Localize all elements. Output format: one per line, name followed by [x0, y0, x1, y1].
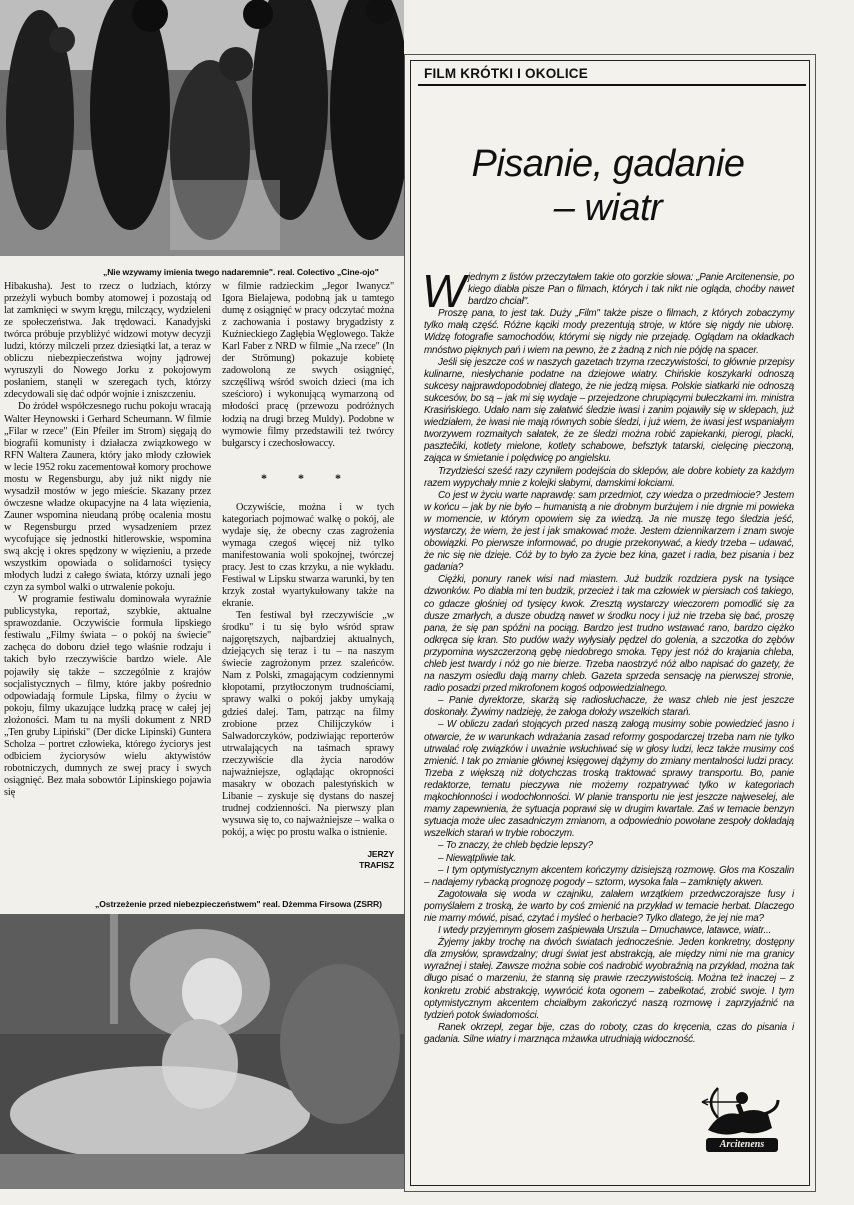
paragraph: Jeśli się jeszcze coś w naszych gazetach trzyma rzeczywistości, to głównie przepisy kulinarne, niesłychanie podatne na dziejowe wiatry. Chińskie koszykarki odnoszą sukcesy najprawdopodobniej dlatego, że nie jedzą mięsa. Polskie siatkarki nie odnoszą sukcesów, bo są – jak mi się wydaje – przejedzone chrupiącymi bułeczkami im. ministra Krasińskiego. Udało nam się załatwić śledzie iwasi i zanim pojawiły się w sklepach, już wiedziałem, że iwasi nie mają równych sobie śledzi, i już wiem, że iwasi jest wspaniałym tworzywem rozmaitych sałatek, że ze śledzi można robić zapiekanki, pierogi, placki, pasztečiki, kotlety mielone, kotlety schabowe, befsztyk tatarski, cielęcinę pieczoną, zająca w śmietanie i polędwicę po angielsku. — [424, 356, 794, 465]
paragraph: I wtedy przyjemnym głosem zaśpiewała Urszula – Dmuchawce, latawce, wiatr... — [438, 925, 772, 937]
top-photo-caption: „Nie wzywamy imienia twego nadaremnie". real. Colectivo „Cine-ojo" — [103, 267, 379, 277]
drop-cap: W — [422, 265, 466, 317]
article-headline — [424, 142, 792, 230]
paragraph: Żyjemy jakby trochę na dwóch światach jednocześnie. Jeden konkretny, dostępny dla zmysłów, sprawdzalny; drugi świat jest abstrakcją, ale między nimi nie ma granicy wyraźnej i stałej. Zawsze można sobie coś nadrobić wyobraźnią na przykład, można tak długo pisać o marzeniu, że stanną się prawie rzeczywistością. Można też inaczej – z konkretu zrobić abstrakcję, wywrócić kota ogonem – zabełkotać, zrobić swoje. I tym optymistycznym akcentem chciałbym zakończyć naszą rozmowę i zaprzyjaźnić na tydzień potok świadomości. — [424, 937, 794, 1021]
author-byline — [222, 849, 394, 871]
paragraph: Ranek okrzepł, zegar bije, czas do roboty, czas do kręcenia, czas do pisania i gadania. Silne wiatry i marznąca mżawka utrudniają widoczność. — [424, 1021, 794, 1045]
top-photo — [0, 0, 404, 256]
paragraph: – Panie dyrektorze, skarżą się radiosłuchacze, że wasz chleb nie jest jeszcze doskonały. Żywimy nadzieję, że załoga dołoży wszelkich starań. — [424, 695, 794, 719]
paragraph: Trzydzieści sześć razy czyniłem podejścia do sklepów, ale dobre kobiety za każdym razem wypychały mnie z kolejki słabymi, damskimi łokciami. — [424, 465, 794, 489]
paragraph: – W obliczu zadań stojących przed naszą załogą musimy sobie powiedzieć jasno i otwarcie, że w warunkach wdrażania zasad reformy gospodarczej trzeba nam nie tylko utrwalać rolę związków i uważnie wsłuchiwać się w głosy ludzi, lecz także musimy coś zmienić. I tak po zmianie głównej księgowej dążymy do zmiany mentalności ludzi pracy. Trzeba z większą niż dotychczas troską traktować sprawy transportu. Bo, panie redaktorze, tematu pieczywa nie możemy rozpatrywać tylko w kategoriach mąkochłonności i wodochłonności. W planie transportu nie jest jeszcze najweselej, ale mamy zapewnienia, że sytuacja poprawi się w drugim kwartale. Zaś w temacie benzyn sytuacja może ulec zasadniczym zmianom, a odpowiednio powołane zespoły dokładają wszelkich starań w trybie roboczym. — [424, 719, 794, 840]
bottom-photo-caption: „Ostrzeżenie przed niebezpieczeństwem" real. Dżemma Firsowa (ZSRR) — [95, 899, 382, 909]
paragraph: Ten festiwal był rzeczywiście „w środku" i tu się było wśród spraw najgorętszych, najbardziej aktualnych, dziejących się teraz i tu – na naszym świecie zagrożonym przez szaleńców. Nam z Polski, zmagającym codziennymi kłopotami, przytłoczonym trudnościami, sprawy walki o pokój jakby umykają gdzieś dalej. Tam, patrząc na filmy zrobione przez Chilijczyków i Salwadorczyków, podziwiając reporterów utrwalających na taśmach sprawy rzeczywiście dla życia narodów najważniejsze, oglądając okropności masakry w obozach palestyńskich w Libanie – zyskuje się dystans do naszej trudnej codzienności. Na pierwszy plan wysuwa się to, co najważniejsze – walka o pokój, a więc po prostu walka o istnienie. — [222, 610, 394, 838]
section-separator: * * * — [261, 470, 355, 485]
article-body — [422, 265, 794, 1046]
left-column — [4, 281, 211, 886]
headline-line: – wiatr — [553, 187, 663, 229]
paragraph: – I tym optymistycznym akcentem kończymy dzisiejszą rozmowę. Głos ma Koszalin – nadajemy rybacką prognozę pogody – sztorm, wysoka fala – zamknięty akwen. — [424, 864, 794, 888]
logo-wordmark: Arcitenens — [706, 1138, 778, 1152]
author-last-name: TRAFISZ — [359, 860, 394, 871]
author-first-name: JERZY — [367, 849, 394, 860]
headline-line: Pisanie, gadanie — [471, 143, 745, 185]
paragraph: Hibakusha). Jest to rzecz o ludziach, którzy przeżyli wybuch bomby atomowej i pozostają od lat zamknięci w swym kręgu, milczący, wydzieleni ze społeczeństwa. Jak trędowaci. Kanadyjski twórca próbuje przybliżyć widzowi motyw decyzji ludzi, którzy milczeli przez dziesiątki lat, a teraz w obliczu niebezpieczeństwa wojny jądrowej wyruszyli do Nowego Jorku z pokojowym posłaniem, stanęli w szeregach tych, którzy zdecydowali się dać odpór wojnie i zniszczeniu. — [4, 281, 211, 401]
paragraph: w filmie radzieckim „Jegor Iwanycz" Igora Bielajewa, podobną jak u tamtego dumę z osiągnięć w pracy odczytać można z zachowania i postawy brygadzisty z Kuźnieckiego Zagłębia Węglowego. Także Karl Faber z NRD w filmie „Na rzece" (In der Strömung) pokazuje kobietę zadowoloną ze swych osiągnięć, szczęśliwą wśród swoich dzieci (ma ich sześcioro) i wykonującą wymarzoną od młodości pracę (przewozu podróżnych łodzią na drugi brzeg Muldy). Podobne w wymowie filmy przedstawili też twórcy bułgarscy i czechosłowaccy. — [222, 281, 394, 449]
paragraph: Zagotowała się woda w czajniku, zalałem wrzątkiem przedwczorajsze fusy i pomyślałem z troską, że warto by coś zmienić na przykład w temacie herbat. Dlaczego nie marny mówić, pisać, czytać i myśleć o herbacie? Tylko dlatego, że jej nie ma? — [424, 888, 794, 924]
lead-text: jednym z listów przeczytałem takie oto gorzkie słowa: „Panie Arcitenensie, po kiego diabła pisze Pan o filmach, których i tak nikt nie ogląda, choćby nawet bardzo chciał". — [468, 272, 794, 308]
bottom-photo — [0, 914, 404, 1189]
section-title: FILM KRÓTKI I OKOLICE — [418, 64, 806, 86]
paragraph: Do źródeł współczesnego ruchu pokoju wracają Walter Heynowski i Gerhard Scheumann. W filmie „Filar w rzece" (Ein Pfeiler im Strom) sięgają do biografii komunisty i działacza związkowego w RFN Waltera Zaunera, który jako młody człowiek w lecie 1952 roku zacementował komory prochowe mostu w Regensburgu, aby już nikt nigdy nie wysadził mostów w jego mieście. Skazany przez ówczesne władze okupacyjne na 4 lata więzienia, Zauner wspomina nieudaną próbę ocalenia mostu w Regensburgu przed wysadzeniem przez wycofujące się jednostki hitlerowskie, wspomina swą akcję i okres spędzony w więzieniu, a przede wszystkim opowiada o solidarności tysięcy młodych ludzi z całego świata, którzy uznali jego czyn za symbol walki o utrwalenie pokoju. — [4, 401, 211, 594]
paragraph: Proszę pana, to jest tak. Duży „Film" także pisze o filmach, z których zobaczymy tylko małą część. Różne kąciki mody prezentują stroje, w które się nigdy nie ubiorę. Widzę fotografie samochodów, którymi się nigdy nie przejadę. Oglądam na okładkach mnóstwo pięknych pań i wiem na pewno, że z żadną z nich nie pójdę na spacer. — [424, 308, 794, 356]
paragraph: Oczywiście, można i w tych kategoriach pojmować walkę o pokój, ale wydaje się, że obecny czas zagrożenia wymaga czegoś więcej niż tylko manifestowania woli spokojnej, twórczej pracy. Jest to czas krzyku, a nie wykładu. Festiwal w Lipsku stwarza warunki, by ten krzyk został wyartykułowany także na ekranie. — [222, 501, 394, 610]
middle-column — [222, 281, 394, 886]
lead-paragraph — [422, 265, 794, 317]
paragraph: – Niewątpliwie tak. — [438, 852, 516, 864]
paragraph: W programie festiwalu dominowała wyraźnie publicystyka, reportaż, szybkie, aktualne sprawozdanie. Oczywiście formuła lipskiego festiwalu „Filmy świata – o pokój na świecie" zachęca do doboru dzieł tego właśnie rodzaju i takich było rzeczywiście bardzo wiele. Ale pojawiły się także – szczególnie z krajów socjalistycznych – filmy, które jakby pośrednio odpowiadają formule Lipska, filmy o życiu w pokoju, filmy ukazujące ludzką pracę w całej jej złożoności. Mam tu na myśli dokument z NRD „Ten gruby Lipiński" (Der dicke Lipinski) Guntera Scholza – portret człowieka, którego życiorys jest odbiciem życiorysów wielu aktywistów robotniczych, dumnych ze swej pracy i swych osiągnięć. Bez mała sobowtór Lipinskiego pojawia się — [4, 594, 211, 798]
paragraph: Ciężki, ponury ranek wisi nad miastem. Już budzik rozdziera pysk na tysiące dzwonków. Po diabła mi ten budzik, przecież i tak ma człowiek w piersiach coś takiego, co gdacze głośniej od tysięcy kwok. Zresztą wystarczy wieczorem pomodlić się za dusze zmarłych, a dusze obudzą nawet w środku nocy i już nie trzeba się bać, proszę pana, że się pan spóźni na pociąg. Bardzo jest trudno wstawać rano, bardzo ciężko odkręca się kran. Sto pudów waży wyłysiały pędzel do golenia, a szczotka do zębów przypomina wyszczerzoną gębę niedobrego smoka. Tępy jest nóż do krajania chleba, chleb jest twardy i nóż go nie bierze. Trzeba naostrzyć nóż albo napisać do gazety, że na naszym osiedlu dają marny chleb. Gazeta sprzeda sensację na pierwszej stronie, radio posadzi przed mikrofonem kogoś odpowiedzialnego. — [424, 574, 794, 695]
paragraph: – To znaczy, że chleb będzie lepszy? — [438, 840, 593, 852]
paragraph: Co jest w życiu warte naprawdę: sam przedmiot, czy wiedza o przedmiocie? Jestem w końcu – jak by nie było – humanistą a nie drobnym burżujem i nie drgnie mi powieka w momencie, w którym opowiem się za wiedzą. Ja nie muszę tego śledzia jeść, wystarczy, że wiem, że jest i jak smakować może. Jestem dziennikarzem i znam swoje obowiązki. Po pierwsze informować, po drugie przekonywać, a kiedy trzeba – udawać, że nic się nie dzieje. Cóż by to było za życie bez kina, gazet i radia, bez pisania i bez gadania? — [424, 489, 794, 574]
